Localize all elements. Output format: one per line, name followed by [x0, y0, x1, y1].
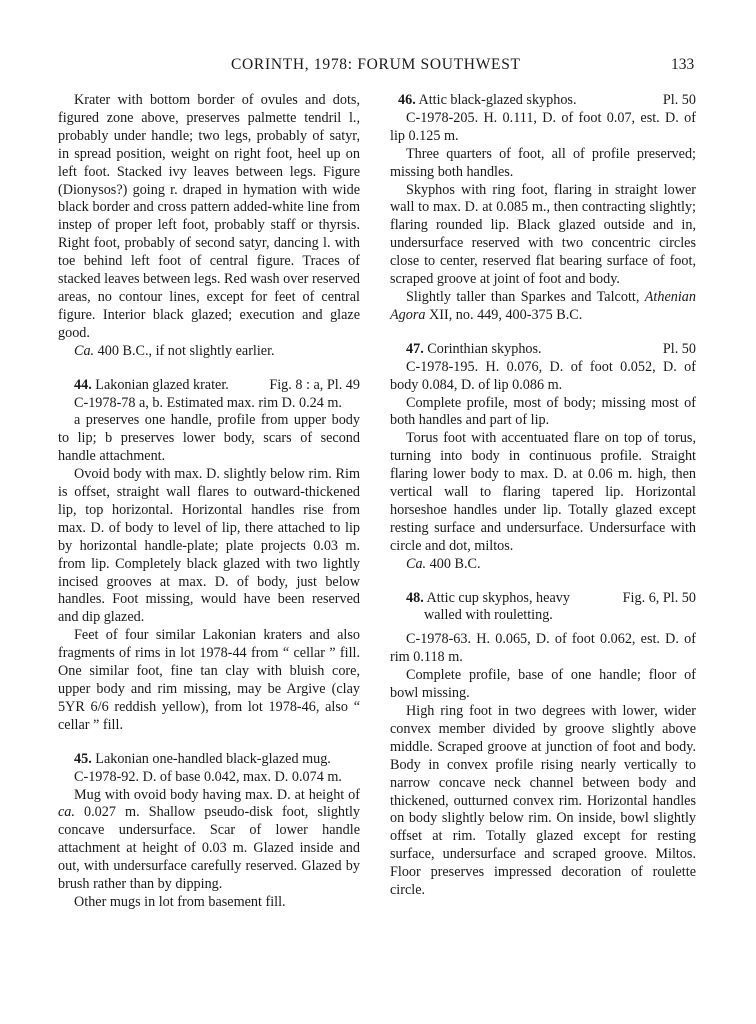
entry-45-measurements: C-1978-92. D. of base 0.042, max. D. 0.074 m.: [74, 768, 342, 785]
entry-title: Lakonian glazed krater.: [91, 376, 229, 393]
entry-title: Lakonian one-handled black-glazed mug.: [91, 750, 331, 767]
entry-47-description: Torus foot with accentuated flare on top of torus, turning into body in continuous profile. Straight flaring lower body to max. D. at 0.06 m. high, then vertical wall to flaring tapered lip. Horizontal horseshoe handles under lip. Totally glazed except resting surface and undersurface. Undersurface with circle and dot, miltos.: [390, 430, 696, 554]
entry-number: 46.: [398, 92, 416, 108]
entry-45-note: Other mugs in lot from basement fill.: [74, 893, 286, 910]
date-text: 400 B.C.: [426, 555, 481, 572]
entry-title: Attic cup skyphos, heavy: [423, 589, 570, 606]
right-column: [390, 92, 696, 900]
entry-47-preservation: Complete profile, most of body; missing most of both handles and part of lip.: [390, 394, 696, 429]
entry-48-measurements: C-1978-63. H. 0.065, D. of foot 0.062, est. D. of rim 0.118 m.: [390, 631, 696, 666]
circa-label: Ca.: [74, 342, 95, 359]
date-text: 400 B.C., if not slightly earlier.: [94, 342, 275, 359]
running-title: CORINTH, 1978: FORUM SOUTHWEST: [231, 56, 521, 73]
entry-refs: Fig. 8 : a, Pl. 49: [269, 376, 360, 393]
entry-title-continued: walled with rouletting.: [424, 607, 553, 624]
entry-refs: Pl. 50: [662, 340, 696, 357]
entry-46-preservation: Three quarters of foot, all of profile preserved; missing both handles.: [390, 145, 696, 180]
entry-46-comparison: [390, 289, 696, 325]
entry-44-description: Ovoid body with max. D. slightly below rim. Rim is offset, straight wall flares to outward-thickened lip, top horizontal. Horizontal handles rise from max. D. of body to level of lip, there attached to lip by horizontal handle-plate; plate projects 0.03 m. from lip. Completely black glazed with two lightly incised grooves at max. D. of body, just below handles. Foot missing, would have been reserved and dip glazed.: [58, 466, 360, 626]
entry-45-description: [58, 787, 360, 894]
entry-title: Corinthian skyphos.: [423, 340, 542, 357]
running-head: [0, 52, 756, 76]
entry-44-note: Feet of four similar Lakonian kraters and also fragments of rims in lot 1978-44 from “ cellar ” fill. One similar foot, fine tan clay with bluish core, upper body and rim missing, may be Argive (clay 5YR 6/6 reddish yellow), from lot 1978-46, also “ cellar ” fill.: [58, 627, 360, 733]
entry-refs: Fig. 6, Pl. 50: [622, 589, 696, 606]
entry-48-preservation: Complete profile, base of one handle; floor of bowl missing.: [390, 667, 696, 702]
entry-number: 47.: [406, 340, 424, 357]
comparison-text: XII, no. 449, 400-375 B.C.: [425, 306, 583, 323]
circa-label: ca.: [58, 804, 75, 821]
entry-47-heading: [390, 341, 696, 359]
entry-46-measurements: C-1978-205. H. 0.111, D. of foot 0.07, est. D. of lip 0.125 m.: [390, 109, 696, 144]
entry-title: Attic black-glazed skyphos.: [415, 92, 577, 108]
circa-label: Ca.: [406, 555, 427, 572]
entry-44-measurements: C-1978-78 a, b. Estimated max. rim D. 0.24 m.: [74, 394, 342, 411]
entry-refs: Pl. 50: [662, 92, 696, 108]
page-number: 133: [671, 56, 695, 73]
entry-number: 48.: [406, 589, 424, 606]
desc-text: 0.027 m. Shallow pseudo-disk foot, slightly concave undersurface. Scar of lower handle attachment at height of 0.03 m. Glazed inside and out, with undersurface carefully reserved. Glazed by brush rather than by dipping.: [58, 804, 360, 893]
entry-44-heading: [58, 377, 360, 395]
entry-46-heading: [390, 92, 696, 110]
continuation-date: [58, 343, 360, 361]
desc-text: Mug with ovoid body having max. D. at height of: [74, 786, 360, 803]
entry-48-description: High ring foot in two degrees with lower, wider convex member divided by groove slightly above middle. Scraped groove at junction of foot and body. Body in convex profile rising nearly vertically to narrow concave neck channel between body and thickened, outturned convex rim. Horizontal handles on body slightly below rim. On inside, bowl slightly offset at rim. Totally glazed except for resting surface, undersurface and scraped groove. Miltos. Floor preserves impressed decoration of roulette circle.: [390, 703, 696, 899]
entry-46-description: Skyphos with ring foot, flaring in straight lower wall to max. D. at 0.085 m., then contracting slightly; flaring rounded lip. Black glazed outside and in, undersurface reserved with two concentric circles close to center, reserved flat bearing surface of foot, scraped groove at joint of foot and body.: [390, 181, 696, 288]
entry-47-date: [390, 556, 696, 574]
journal-title: Athenian Agora: [390, 288, 696, 323]
entry-48-heading: [390, 590, 696, 608]
comparison-text: Slightly taller than Sparkes and Talcott,: [406, 288, 645, 305]
entry-47-measurements: C-1978-195. H. 0.076, D. of foot 0.052, D. of body 0.084, D. of lip 0.086 m.: [390, 358, 696, 393]
left-column: [58, 92, 360, 912]
continuation-description: Krater with bottom border of ovules and dots, figured zone above, preserves palmette tendril l., probably under handle; two legs, probably of satyr, in spread position, weight on right foot, heel up on left foot. Stacked ivy leaves between legs. Figure (Dionysos?) going r. draped in hymation with wide black border and cross pattern added-white line from instep of proper left foot, probably staff or thyrsis. Right foot, probably of second satyr, dancing l. with toe behind left foot of central figure. Traces of stacked leaves between legs. Red wash over reserved areas, no contour lines, except for feet of central figure. Interior black glazed; execution and glaze good.: [58, 92, 360, 341]
entry-45-heading: [58, 751, 360, 769]
entry-44-preservation: a preserves one handle, profile from upper body to lip; b preserves lower body, scars of second handle attachment.: [58, 412, 360, 465]
entry-number: 44.: [74, 376, 92, 393]
entry-number: 45.: [74, 750, 92, 767]
